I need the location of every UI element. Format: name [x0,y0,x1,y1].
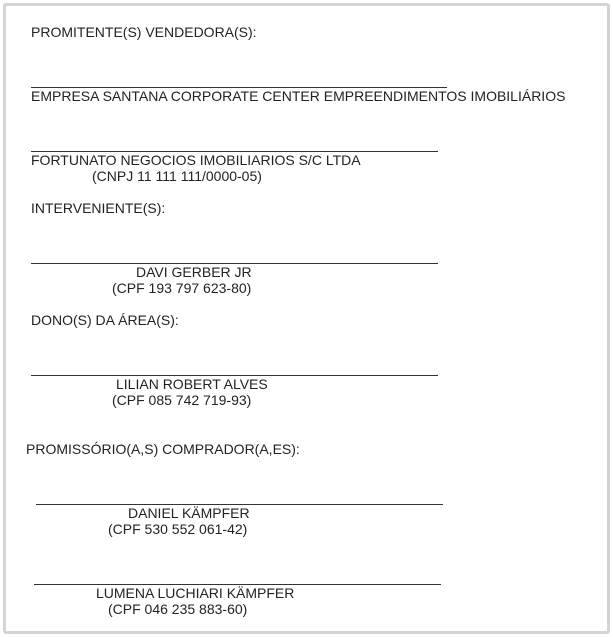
buyer-2-name: LUMENA LUCHIARI KÄMPFER [96,585,295,601]
vendor-1-name: EMPRESA SANTANA CORPORATE CENTER EMPREENDIMENTOS IMOBILIÁRIOS [31,88,566,104]
vendor-2-cnpj: (CNPJ 11 111 111/0000-05) [92,168,262,184]
intervener-heading: INTERVENIENTE(S): [31,200,166,216]
buyer-1-cpf: (CPF 530 552 061-42) [108,521,248,537]
landowner-heading: DONO(S) DA ÁREA(S): [31,312,179,328]
buyers-heading: PROMISSÓRIO(A,S) COMPRADOR(A,ES): [26,441,300,457]
landowner-cpf: (CPF 085 742 719-93) [112,392,252,408]
landowner-name: LILIAN ROBERT ALVES [116,376,268,392]
intervener-name: DAVI GERBER JR [136,264,252,280]
intervener-cpf: (CPF 193 797 623-80) [112,280,252,296]
vendor-2-name: FORTUNATO NEGOCIOS IMOBILIARIOS S/C LTDA [31,152,361,168]
buyer-1-name: DANIEL KÄMPFER [128,505,250,521]
vendors-heading: PROMITENTE(S) VENDEDORA(S): [31,24,257,40]
buyer-2-cpf: (CPF 046 235 883-60) [108,601,248,617]
